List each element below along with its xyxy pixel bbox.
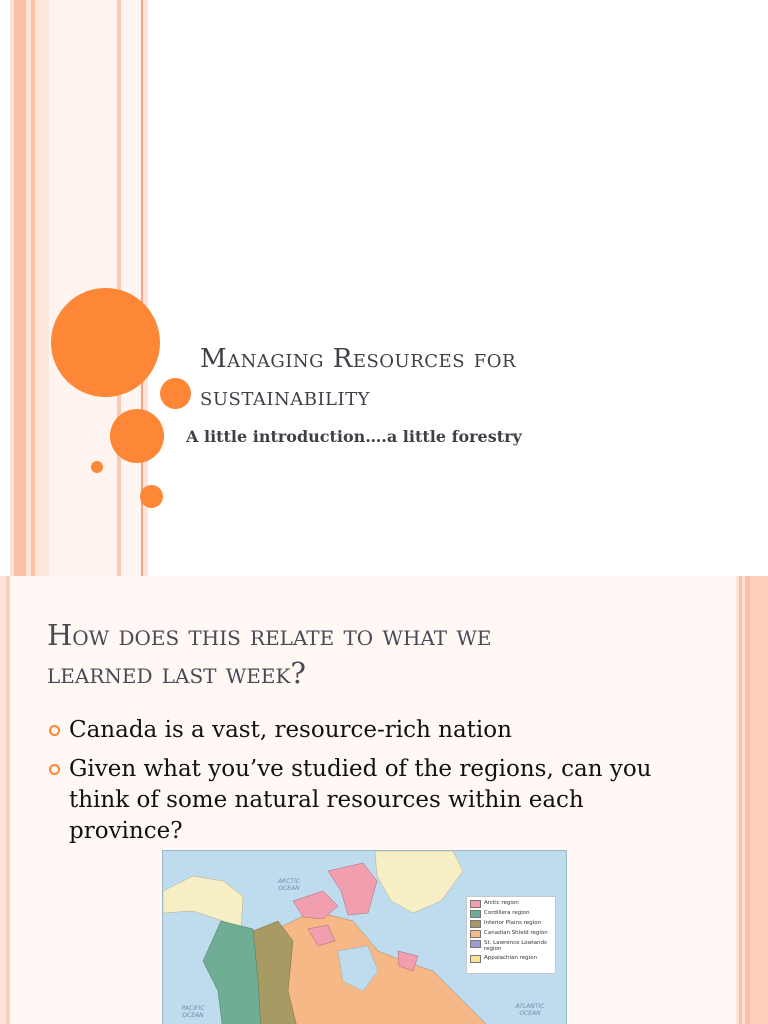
canadian-shield-shape <box>273 911 493 1024</box>
decorative-circle-medium <box>110 409 164 463</box>
decorative-stripe <box>14 0 26 576</box>
legend-label: St. Lawrence Lowlands region <box>484 940 547 952</box>
legend-swatch <box>470 940 481 948</box>
bullet-item <box>47 754 687 847</box>
map-legend <box>466 896 556 974</box>
legend-swatch <box>470 955 481 963</box>
legend-swatch <box>470 920 481 928</box>
legend-label: Canadian Shield region <box>484 930 548 936</box>
legend-swatch <box>470 910 481 918</box>
ocean-label-pacific: PACIFIC OCEAN <box>181 1005 205 1019</box>
alaska-shape <box>163 876 243 931</box>
slide-title-line2: learned last week? <box>47 656 306 690</box>
content-slide <box>0 576 768 1024</box>
ocean-label-arctic: ARCTIC OCEAN <box>277 878 301 892</box>
ring-bullet-icon <box>49 725 60 736</box>
decorative-stripe <box>121 0 141 576</box>
legend-item <box>470 900 552 910</box>
greenland-shape <box>375 851 463 913</box>
decorative-circle-small <box>160 378 191 409</box>
decorative-circle-tiny <box>91 461 103 473</box>
legend-item <box>470 910 552 920</box>
cordillera-shape <box>203 921 261 1024</box>
decorative-stripe <box>750 576 768 1024</box>
legend-item <box>470 930 552 940</box>
legend-swatch <box>470 930 481 938</box>
bullet-text: Canada is a vast, resource-rich nation <box>69 717 512 743</box>
slide-title-line2: sustainability <box>200 382 371 412</box>
ocean-label-atlantic: ATLANTIC OCEAN <box>515 1003 545 1017</box>
legend-item <box>470 920 552 930</box>
slide-subtitle: A little introduction….a little forestry <box>186 427 522 446</box>
legend-swatch <box>470 900 481 908</box>
slide-title <box>200 340 740 416</box>
arctic-island-shape <box>293 891 338 919</box>
decorative-circle-small <box>140 485 163 508</box>
legend-item <box>470 955 552 965</box>
slide-title-line1: Managing Resources for <box>200 344 517 374</box>
decorative-stripe <box>0 0 10 576</box>
bullet-text: Given what you’ve studied of the regions, can you think of some natural resources within each province? <box>69 756 652 844</box>
canada-regions-map <box>162 850 567 1024</box>
legend-item <box>470 940 552 955</box>
slide-title-line1: How does this relate to what we <box>47 618 492 652</box>
decorative-circle-large <box>51 288 160 397</box>
bullet-item <box>47 715 687 746</box>
slide-title <box>47 616 687 692</box>
legend-label: Appalachian region <box>484 955 538 961</box>
bullet-list <box>47 715 687 855</box>
legend-label: Cordillera region <box>484 910 530 916</box>
legend-label: Interior Plains region <box>484 920 542 926</box>
decorative-stripe <box>35 0 49 576</box>
ring-bullet-icon <box>49 764 60 775</box>
legend-label: Arctic region <box>484 900 519 906</box>
